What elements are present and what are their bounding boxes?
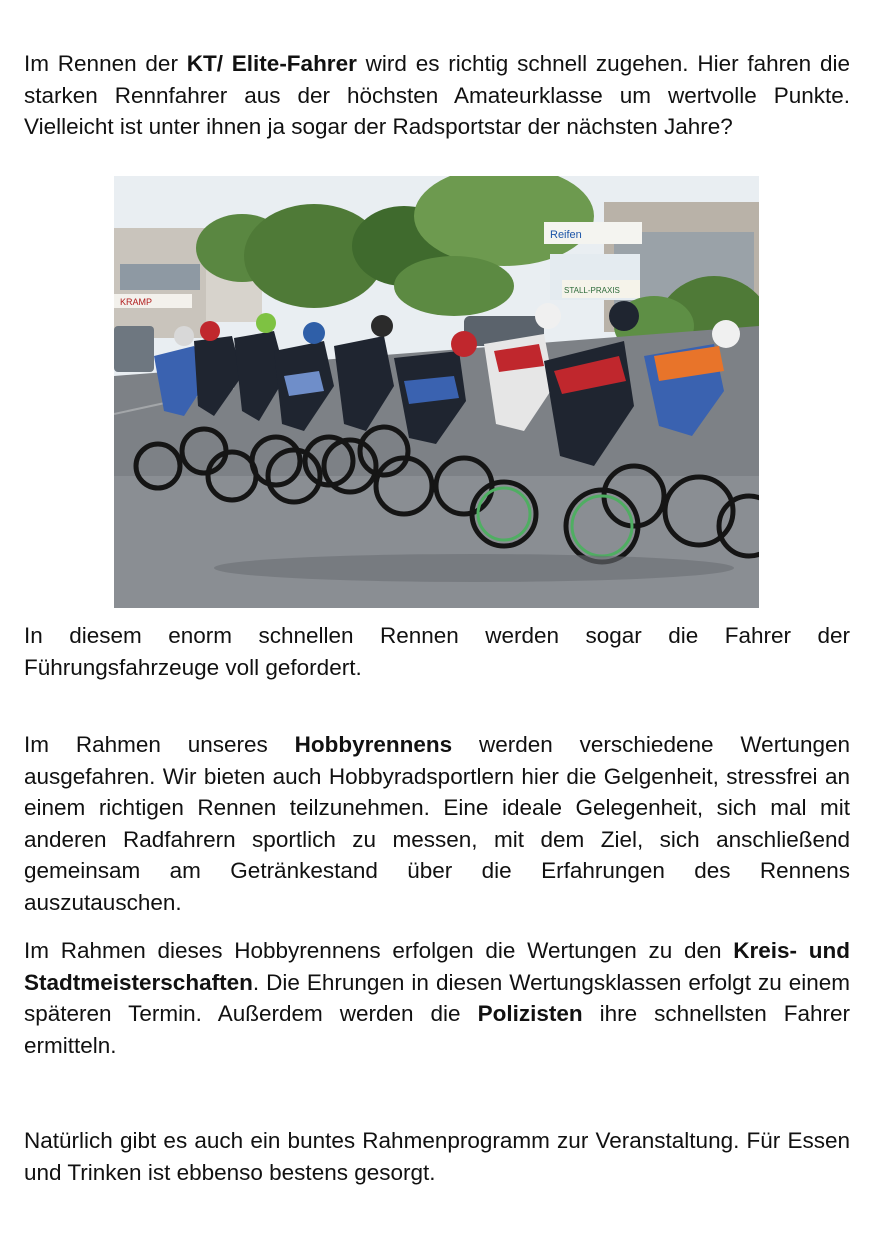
cycling-race-photo [114, 176, 759, 608]
paragraph-text: wird es richtig schnell zugehen. Hier fahren die starken Rennfahrer aus der höchsten Amateurklasse um wertvolle Punkte. Vielleicht ist unter ihnen ja sogar der Radsportstar der nächsten Jahre? [24, 51, 851, 139]
paragraph-bold-text: KT/ Elite-Fahrer [186, 51, 357, 76]
paragraph-bold-text: Kreis- und Stadtmeisterschaften [24, 938, 850, 995]
paragraph-text: Im Rennen der [24, 51, 187, 76]
sign-right-top-text: Reifen [550, 229, 582, 241]
paragraph-bold-text: Polizisten [477, 1001, 583, 1026]
paragraph-hobby-race [24, 729, 850, 918]
sign-left-text: KRAMP [120, 297, 153, 307]
paragraph-bold-text: Hobbyrennens [294, 732, 453, 757]
paragraph-text: ihre schnellsten Fahrer ermitteln. [24, 1001, 851, 1058]
paragraph-text: . Die Ehrungen in diesen Wertungsklassen erfolgt zu einem späteren Termin. Außerdem werden die [24, 969, 850, 1026]
paragraph-text: Natürlich gibt es auch ein buntes Rahmenprogramm zur Veranstaltung. Für Essen und Trinken ist ebbenso bestens gesorgt. [24, 1128, 850, 1185]
paragraph-text: In diesem enorm schnellen Rennen werden sogar die Fahrer der Führungsfahrzeuge voll gefordert. [24, 623, 850, 680]
paragraph-lead-vehicles [24, 620, 850, 683]
paragraph-elite-race [24, 48, 850, 143]
paragraph-text: Im Rahmen unseres [24, 732, 295, 757]
paragraph-text: Im Rahmen dieses Hobbyrennens erfolgen die Wertungen zu den [24, 938, 734, 963]
sign-right-bottom-text: STALL-PRAXIS [564, 286, 620, 295]
paragraph-text: werden verschiedene Wertungen ausgefahren. Wir bieten auch Hobbyradsportlern hier die Gelgenheit, stressfrei an einem richtigen Rennen teilzunehmen. Eine ideale Gelegenheit, sich mal mit anderen Radfahrern sportlich zu messen, mit dem Ziel, sich anschließend gemeinsam am Getränkestand über die Erfahrungen des Rennens auszutauschen. [24, 732, 850, 915]
paragraph-championships [24, 935, 850, 1061]
paragraph-supporting-program [24, 1125, 850, 1188]
